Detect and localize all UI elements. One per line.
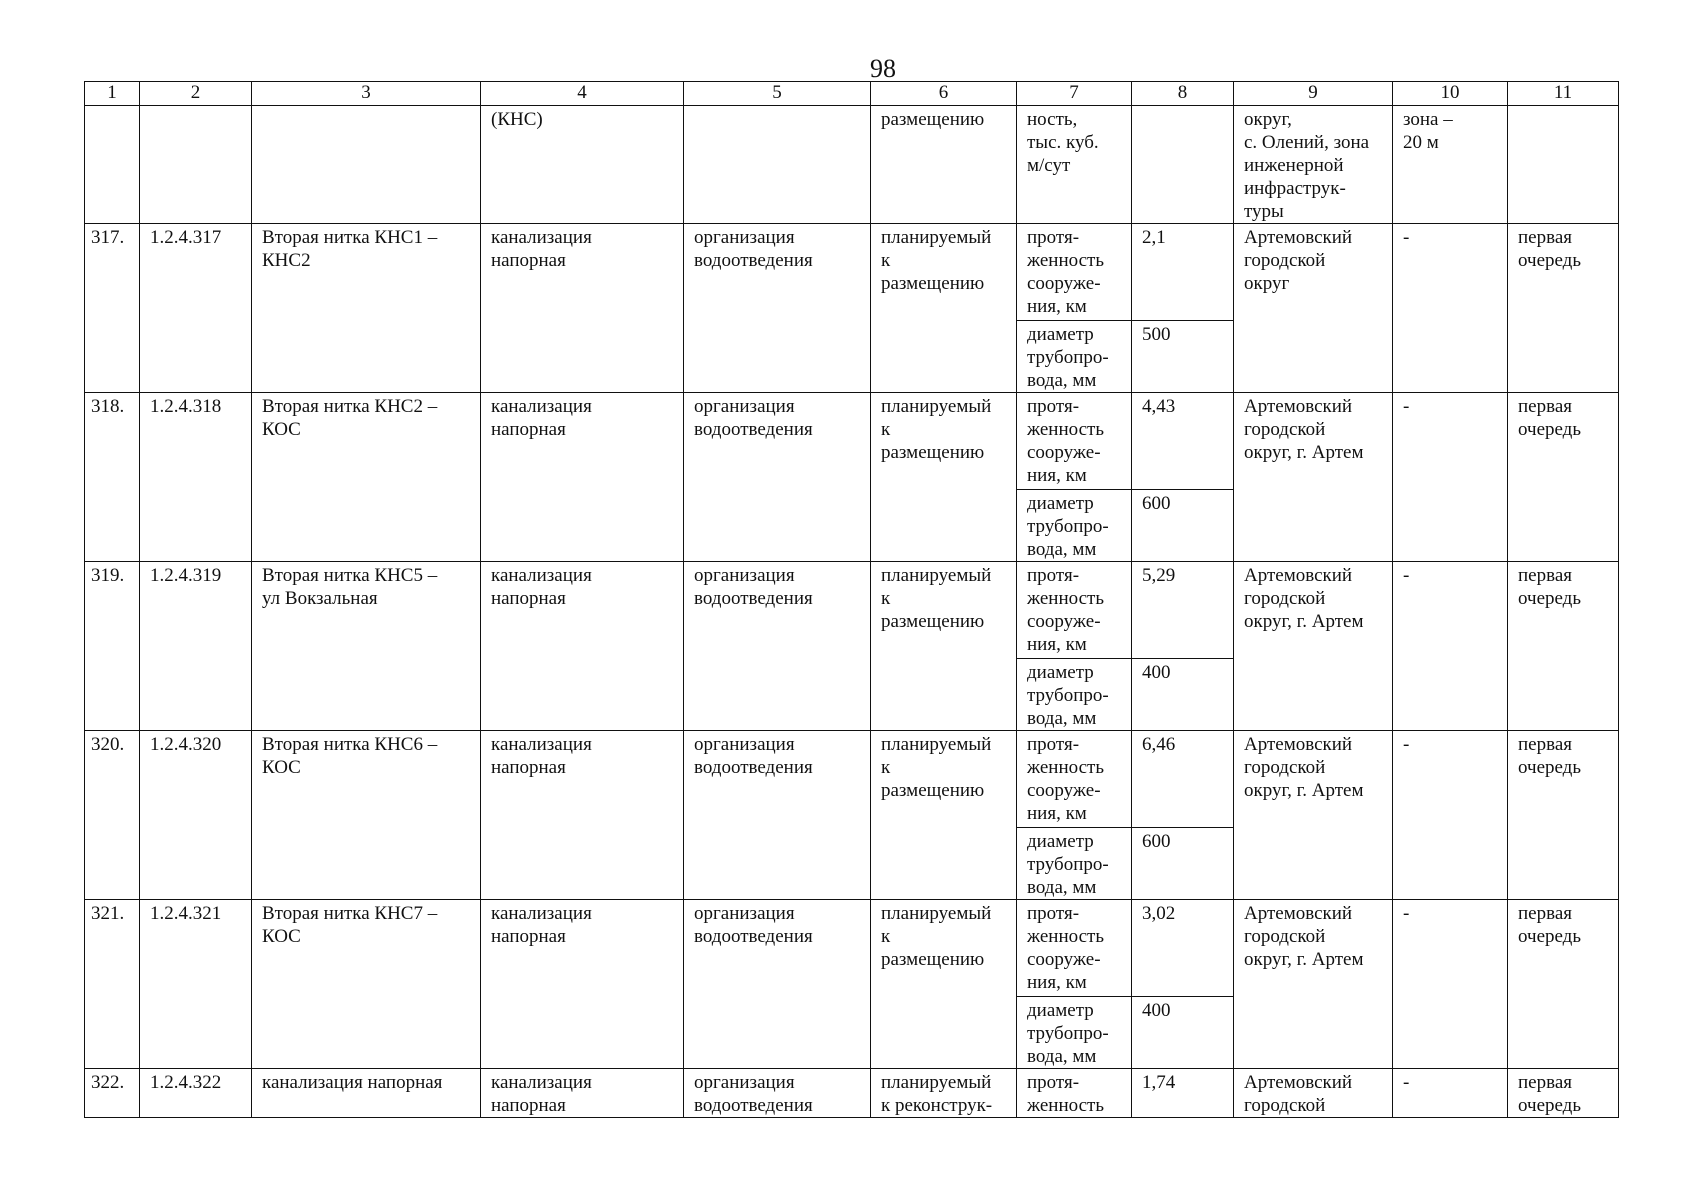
objects-table bbox=[84, 81, 1619, 1118]
cell-stage: первая очередь bbox=[1508, 393, 1619, 562]
cell-value: 5,29 bbox=[1132, 562, 1234, 659]
cell-value: 1,74 bbox=[1132, 1069, 1234, 1118]
cell-characteristic: диаметр трубопро- вода, мм bbox=[1017, 828, 1132, 900]
cell-stage bbox=[1508, 106, 1619, 224]
cell-value bbox=[1132, 106, 1234, 224]
cell-value: 500 bbox=[1132, 321, 1234, 393]
cell-zone: - bbox=[1393, 393, 1508, 562]
cell-name: Вторая нитка КНС6 – КОС bbox=[252, 731, 481, 900]
cell-value: 4,43 bbox=[1132, 393, 1234, 490]
cell-status: размещению bbox=[871, 106, 1017, 224]
cell-value: 400 bbox=[1132, 997, 1234, 1069]
cell-code: 1.2.4.320 bbox=[140, 731, 252, 900]
cell-name: Вторая нитка КНС2 – КОС bbox=[252, 393, 481, 562]
cell-name: Вторая нитка КНС7 – КОС bbox=[252, 900, 481, 1069]
cell-number: 320. bbox=[85, 731, 140, 900]
column-number: 4 bbox=[481, 82, 684, 106]
cell-characteristic: диаметр трубопро- вода, мм bbox=[1017, 659, 1132, 731]
cell-code bbox=[140, 106, 252, 224]
cell-status: планируемый к реконструк- bbox=[871, 1069, 1017, 1118]
cell-value: 600 bbox=[1132, 828, 1234, 900]
cell-purpose: организация водоотведения bbox=[684, 562, 871, 731]
cell-zone: - bbox=[1393, 900, 1508, 1069]
column-number: 11 bbox=[1508, 82, 1619, 106]
cell-characteristic: протя- женность сооруже- ния, км bbox=[1017, 224, 1132, 321]
cell-number: 321. bbox=[85, 900, 140, 1069]
cell-purpose: организация водоотведения bbox=[684, 393, 871, 562]
cell-number: 317. bbox=[85, 224, 140, 393]
column-number: 9 bbox=[1234, 82, 1393, 106]
column-number: 5 bbox=[684, 82, 871, 106]
cell-type: канализация напорная bbox=[481, 562, 684, 731]
table-row bbox=[85, 562, 1619, 659]
column-number: 10 bbox=[1393, 82, 1508, 106]
cell-characteristic: диаметр трубопро- вода, мм bbox=[1017, 997, 1132, 1069]
cell-stage: первая очередь bbox=[1508, 1069, 1619, 1118]
cell-zone: - bbox=[1393, 731, 1508, 900]
table-row bbox=[85, 224, 1619, 321]
cell-status: планируемый к размещению bbox=[871, 900, 1017, 1069]
cell-location: Артемовский городской округ, г. Артем bbox=[1234, 900, 1393, 1069]
cell-characteristic: протя- женность сооруже- ния, км bbox=[1017, 900, 1132, 997]
cell-number bbox=[85, 106, 140, 224]
table-row bbox=[85, 731, 1619, 828]
cell-stage: первая очередь bbox=[1508, 731, 1619, 900]
cell-purpose: организация водоотведения bbox=[684, 731, 871, 900]
cell-purpose: организация водоотведения bbox=[684, 1069, 871, 1118]
cell-characteristic: протя- женность сооруже- ния, км bbox=[1017, 393, 1132, 490]
column-number-row bbox=[85, 82, 1619, 106]
column-number: 7 bbox=[1017, 82, 1132, 106]
cell-code: 1.2.4.322 bbox=[140, 1069, 252, 1118]
cell-stage: первая очередь bbox=[1508, 224, 1619, 393]
page-number: 98 bbox=[870, 54, 896, 83]
cell-code: 1.2.4.319 bbox=[140, 562, 252, 731]
cell-zone: - bbox=[1393, 1069, 1508, 1118]
cell-purpose bbox=[684, 106, 871, 224]
cell-value: 600 bbox=[1132, 490, 1234, 562]
column-number: 2 bbox=[140, 82, 252, 106]
cell-zone: зона – 20 м bbox=[1393, 106, 1508, 224]
cell-status: планируемый к размещению bbox=[871, 562, 1017, 731]
cell-purpose: организация водоотведения bbox=[684, 224, 871, 393]
cell-name: Вторая нитка КНС1 – КНС2 bbox=[252, 224, 481, 393]
cell-characteristic: диаметр трубопро- вода, мм bbox=[1017, 321, 1132, 393]
cell-characteristic: ность, тыс. куб. м/сут bbox=[1017, 106, 1132, 224]
cell-type: (КНС) bbox=[481, 106, 684, 224]
cell-status: планируемый к размещению bbox=[871, 393, 1017, 562]
cell-name bbox=[252, 106, 481, 224]
cell-value: 6,46 bbox=[1132, 731, 1234, 828]
cell-characteristic: протя- женность сооруже- ния, км bbox=[1017, 562, 1132, 659]
cell-name: канализация напорная bbox=[252, 1069, 481, 1118]
table-row bbox=[85, 900, 1619, 997]
cell-code: 1.2.4.318 bbox=[140, 393, 252, 562]
column-number: 1 bbox=[85, 82, 140, 106]
cell-type: канализация напорная bbox=[481, 224, 684, 393]
cell-location: Артемовский городской округ, г. Артем bbox=[1234, 562, 1393, 731]
cell-status: планируемый к размещению bbox=[871, 731, 1017, 900]
cell-location: Артемовский городской bbox=[1234, 1069, 1393, 1118]
cell-number: 319. bbox=[85, 562, 140, 731]
cell-code: 1.2.4.317 bbox=[140, 224, 252, 393]
cell-type: канализация напорная bbox=[481, 1069, 684, 1118]
continuation-row bbox=[85, 106, 1619, 224]
table-row bbox=[85, 393, 1619, 490]
cell-characteristic: протя- женность сооруже- ния, км bbox=[1017, 731, 1132, 828]
cell-value: 3,02 bbox=[1132, 900, 1234, 997]
cell-characteristic: диаметр трубопро- вода, мм bbox=[1017, 490, 1132, 562]
cell-type: канализация напорная bbox=[481, 900, 684, 1069]
cell-purpose: организация водоотведения bbox=[684, 900, 871, 1069]
cell-location: округ, с. Олений, зона инженерной инфраструк- туры bbox=[1234, 106, 1393, 224]
column-number: 6 bbox=[871, 82, 1017, 106]
table-row bbox=[85, 1069, 1619, 1118]
cell-location: Артемовский городской округ, г. Артем bbox=[1234, 393, 1393, 562]
cell-characteristic: протя- женность bbox=[1017, 1069, 1132, 1118]
cell-name: Вторая нитка КНС5 – ул Вокзальная bbox=[252, 562, 481, 731]
cell-stage: первая очередь bbox=[1508, 562, 1619, 731]
cell-value: 2,1 bbox=[1132, 224, 1234, 321]
cell-number: 318. bbox=[85, 393, 140, 562]
cell-type: канализация напорная bbox=[481, 393, 684, 562]
cell-code: 1.2.4.321 bbox=[140, 900, 252, 1069]
cell-status: планируемый к размещению bbox=[871, 224, 1017, 393]
column-number: 8 bbox=[1132, 82, 1234, 106]
cell-type: канализация напорная bbox=[481, 731, 684, 900]
cell-value: 400 bbox=[1132, 659, 1234, 731]
cell-stage: первая очередь bbox=[1508, 900, 1619, 1069]
cell-number: 322. bbox=[85, 1069, 140, 1118]
cell-zone: - bbox=[1393, 562, 1508, 731]
cell-zone: - bbox=[1393, 224, 1508, 393]
cell-location: Артемовский городской округ, г. Артем bbox=[1234, 731, 1393, 900]
column-number: 3 bbox=[252, 82, 481, 106]
cell-location: Артемовский городской округ bbox=[1234, 224, 1393, 393]
